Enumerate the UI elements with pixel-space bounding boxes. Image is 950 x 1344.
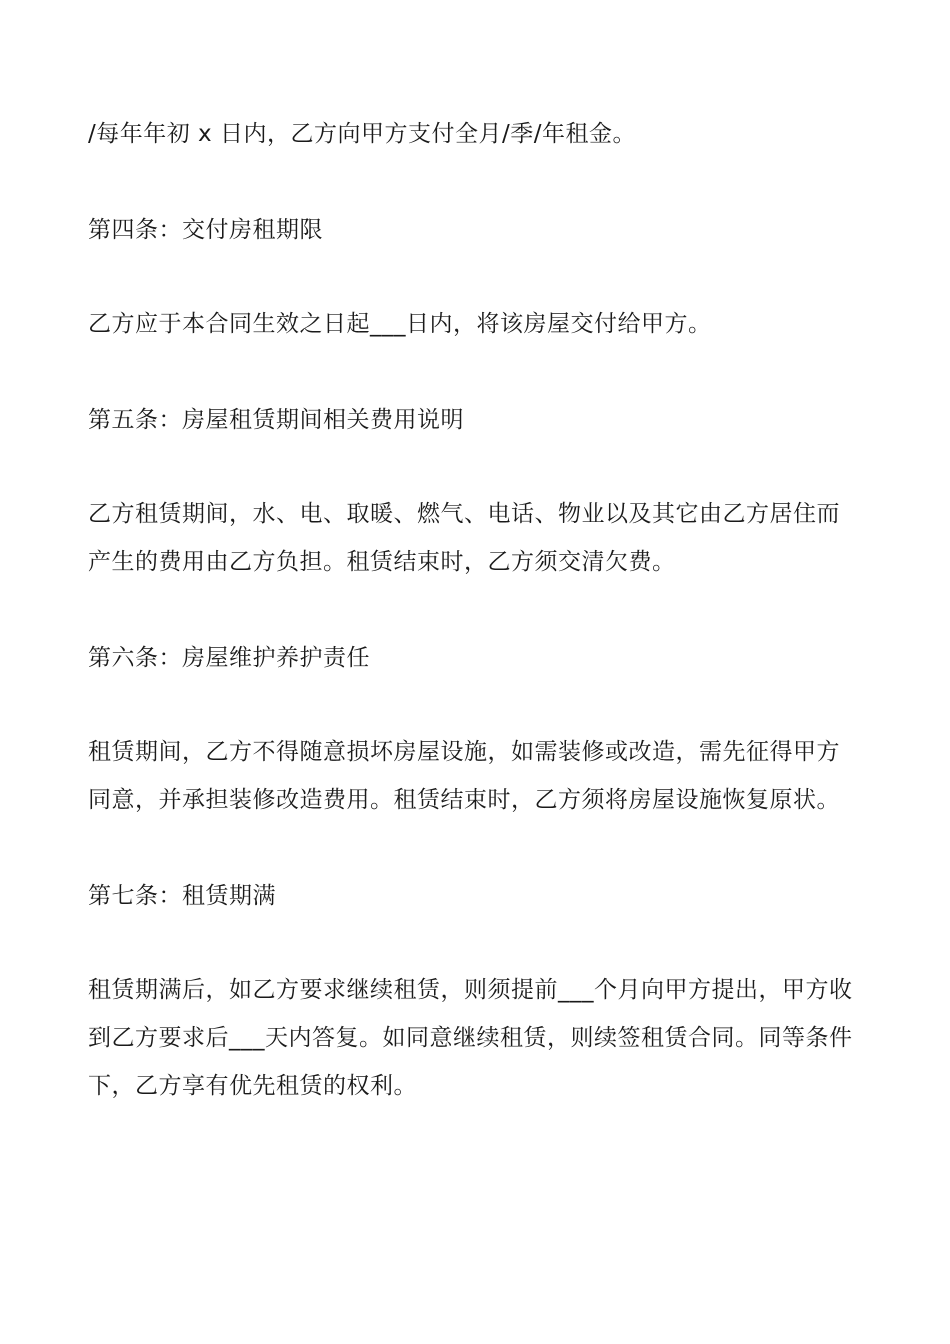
article-6-heading: 第六条：房屋维护养护责任: [88, 645, 370, 671]
article-6-paragraph: [88, 728, 868, 824]
article-7-paragraph: [88, 966, 868, 1110]
article-5-paragraph: [88, 490, 868, 586]
payment-terms-line: /每年年初 x 日内，乙方向甲方支付全月/季/年租金。: [88, 121, 636, 147]
article-7-line-3: 下，乙方享有优先租赁的权利。: [88, 1073, 417, 1099]
article-7-heading: 第七条：租赁期满: [88, 883, 276, 909]
article-5-heading: 第五条：房屋租赁期间相关费用说明: [88, 407, 464, 433]
article-7-line-1: 租赁期满后，如乙方要求继续租赁，则须提前___个月向甲方提出，甲方收: [88, 977, 853, 1003]
article-5-line-2: 产生的费用由乙方负担。租赁结束时，乙方须交清欠费。: [88, 549, 676, 575]
article-4-text: 乙方应于本合同生效之日起___日内，将该房屋交付给甲方。: [88, 311, 712, 337]
document-body: [88, 110, 868, 1110]
spacer: [88, 682, 868, 728]
spacer: [88, 586, 868, 634]
spacer: [88, 158, 868, 206]
spacer: [88, 444, 868, 490]
spacer: [88, 348, 868, 396]
article-6-line-2: 同意，并承担装修改造费用。租赁结束时，乙方须将房屋设施恢复原状。: [88, 787, 840, 813]
spacer: [88, 824, 868, 872]
article-5-line-1: 乙方租赁期间，水、电、取暖、燃气、电话、物业以及其它由乙方居住而: [88, 501, 840, 527]
article-4-heading: 第四条：交付房租期限: [88, 217, 323, 243]
spacer: [88, 920, 868, 966]
article-6-line-1: 租赁期间，乙方不得随意损坏房屋设施，如需装修或改造，需先征得甲方: [88, 739, 840, 765]
spacer: [88, 254, 868, 300]
article-7-line-2: 到乙方要求后___天内答复。如同意继续租赁，则续签租赁合同。同等条件: [88, 1025, 853, 1051]
